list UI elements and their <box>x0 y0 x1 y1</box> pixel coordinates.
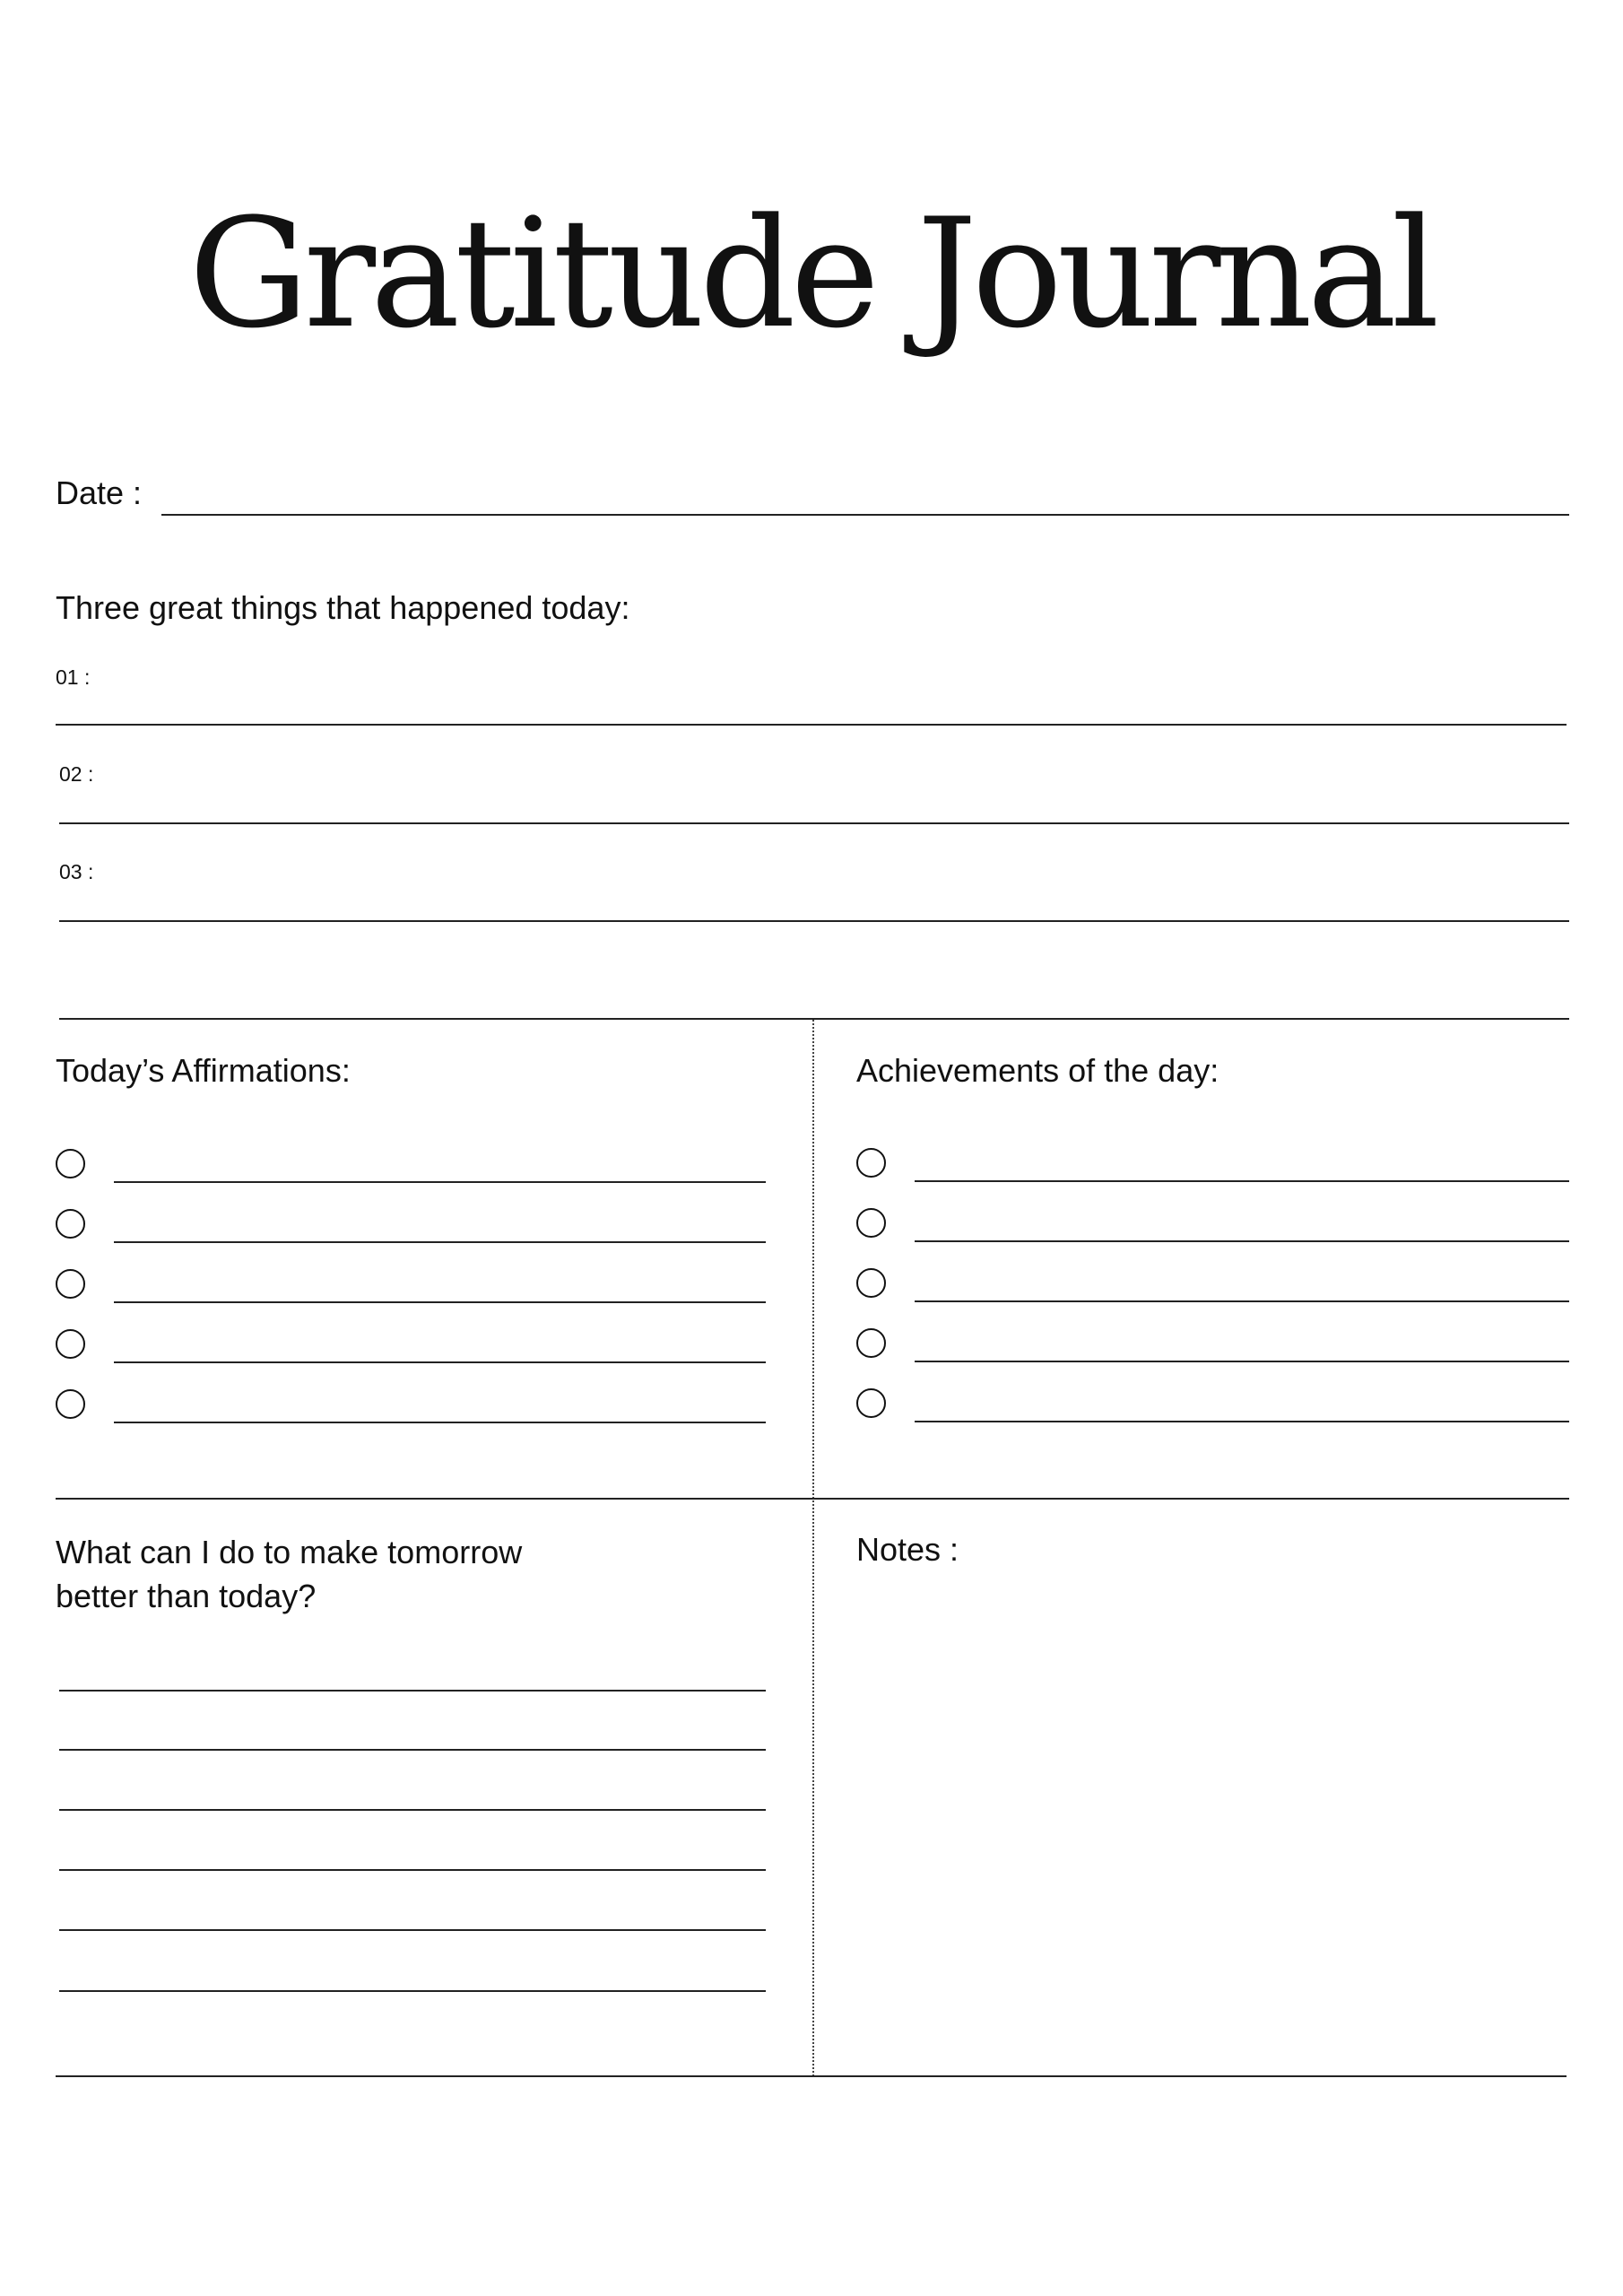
affirmation-line-3[interactable] <box>114 1301 766 1303</box>
tomorrow-line-5[interactable] <box>59 1929 766 1931</box>
section-divider-bottom <box>56 2075 1567 2077</box>
three-things-heading: Three great things that happened today: <box>56 589 630 626</box>
achievement-checkbox-3[interactable] <box>856 1268 886 1298</box>
date-field-line[interactable] <box>161 514 1569 516</box>
notes-area[interactable] <box>820 1578 1565 2067</box>
section-divider-top <box>59 1018 1569 1020</box>
affirmation-checkbox-1[interactable] <box>56 1149 85 1178</box>
affirmation-line-1[interactable] <box>114 1181 766 1183</box>
item-number-1: 01 : <box>56 665 91 689</box>
affirmation-line-2[interactable] <box>114 1241 766 1243</box>
three-things-line-2[interactable] <box>59 822 1569 824</box>
achievements-heading: Achievements of the day: <box>856 1052 1219 1089</box>
tomorrow-heading-line-2: better than today? <box>56 1578 317 1614</box>
tomorrow-line-6[interactable] <box>59 1990 766 1992</box>
affirmation-line-4[interactable] <box>114 1361 766 1363</box>
achievement-line-3[interactable] <box>915 1300 1569 1302</box>
affirmations-heading: Today’s Affirmations: <box>56 1052 351 1089</box>
achievement-line-2[interactable] <box>915 1240 1569 1242</box>
achievement-line-1[interactable] <box>915 1180 1569 1182</box>
achievement-checkbox-4[interactable] <box>856 1328 886 1358</box>
achievement-checkbox-1[interactable] <box>856 1148 886 1178</box>
item-number-3: 03 : <box>59 860 94 883</box>
achievement-checkbox-2[interactable] <box>856 1208 886 1238</box>
tomorrow-line-1[interactable] <box>59 1690 766 1692</box>
notes-label: Notes : <box>856 1531 959 1568</box>
affirmation-checkbox-4[interactable] <box>56 1329 85 1359</box>
three-things-line-1[interactable] <box>56 724 1567 726</box>
tomorrow-heading <box>56 1530 522 1618</box>
three-things-line-3[interactable] <box>59 920 1569 922</box>
tomorrow-line-2[interactable] <box>59 1749 766 1751</box>
affirmation-checkbox-2[interactable] <box>56 1209 85 1239</box>
section-divider-middle <box>56 1498 1569 1500</box>
column-divider <box>812 1020 814 2076</box>
tomorrow-line-3[interactable] <box>59 1809 766 1811</box>
tomorrow-heading-line-1: What can I do to make tomorrow <box>56 1534 523 1570</box>
tomorrow-line-4[interactable] <box>59 1869 766 1871</box>
achievement-line-5[interactable] <box>915 1421 1569 1422</box>
affirmation-line-5[interactable] <box>114 1422 766 1423</box>
affirmation-checkbox-3[interactable] <box>56 1269 85 1299</box>
item-number-2: 02 : <box>59 762 94 786</box>
page-title: Gratitude Journal <box>188 186 1435 361</box>
achievement-line-4[interactable] <box>915 1361 1569 1362</box>
achievement-checkbox-5[interactable] <box>856 1388 886 1418</box>
date-label: Date : <box>56 474 143 511</box>
affirmation-checkbox-5[interactable] <box>56 1389 85 1419</box>
